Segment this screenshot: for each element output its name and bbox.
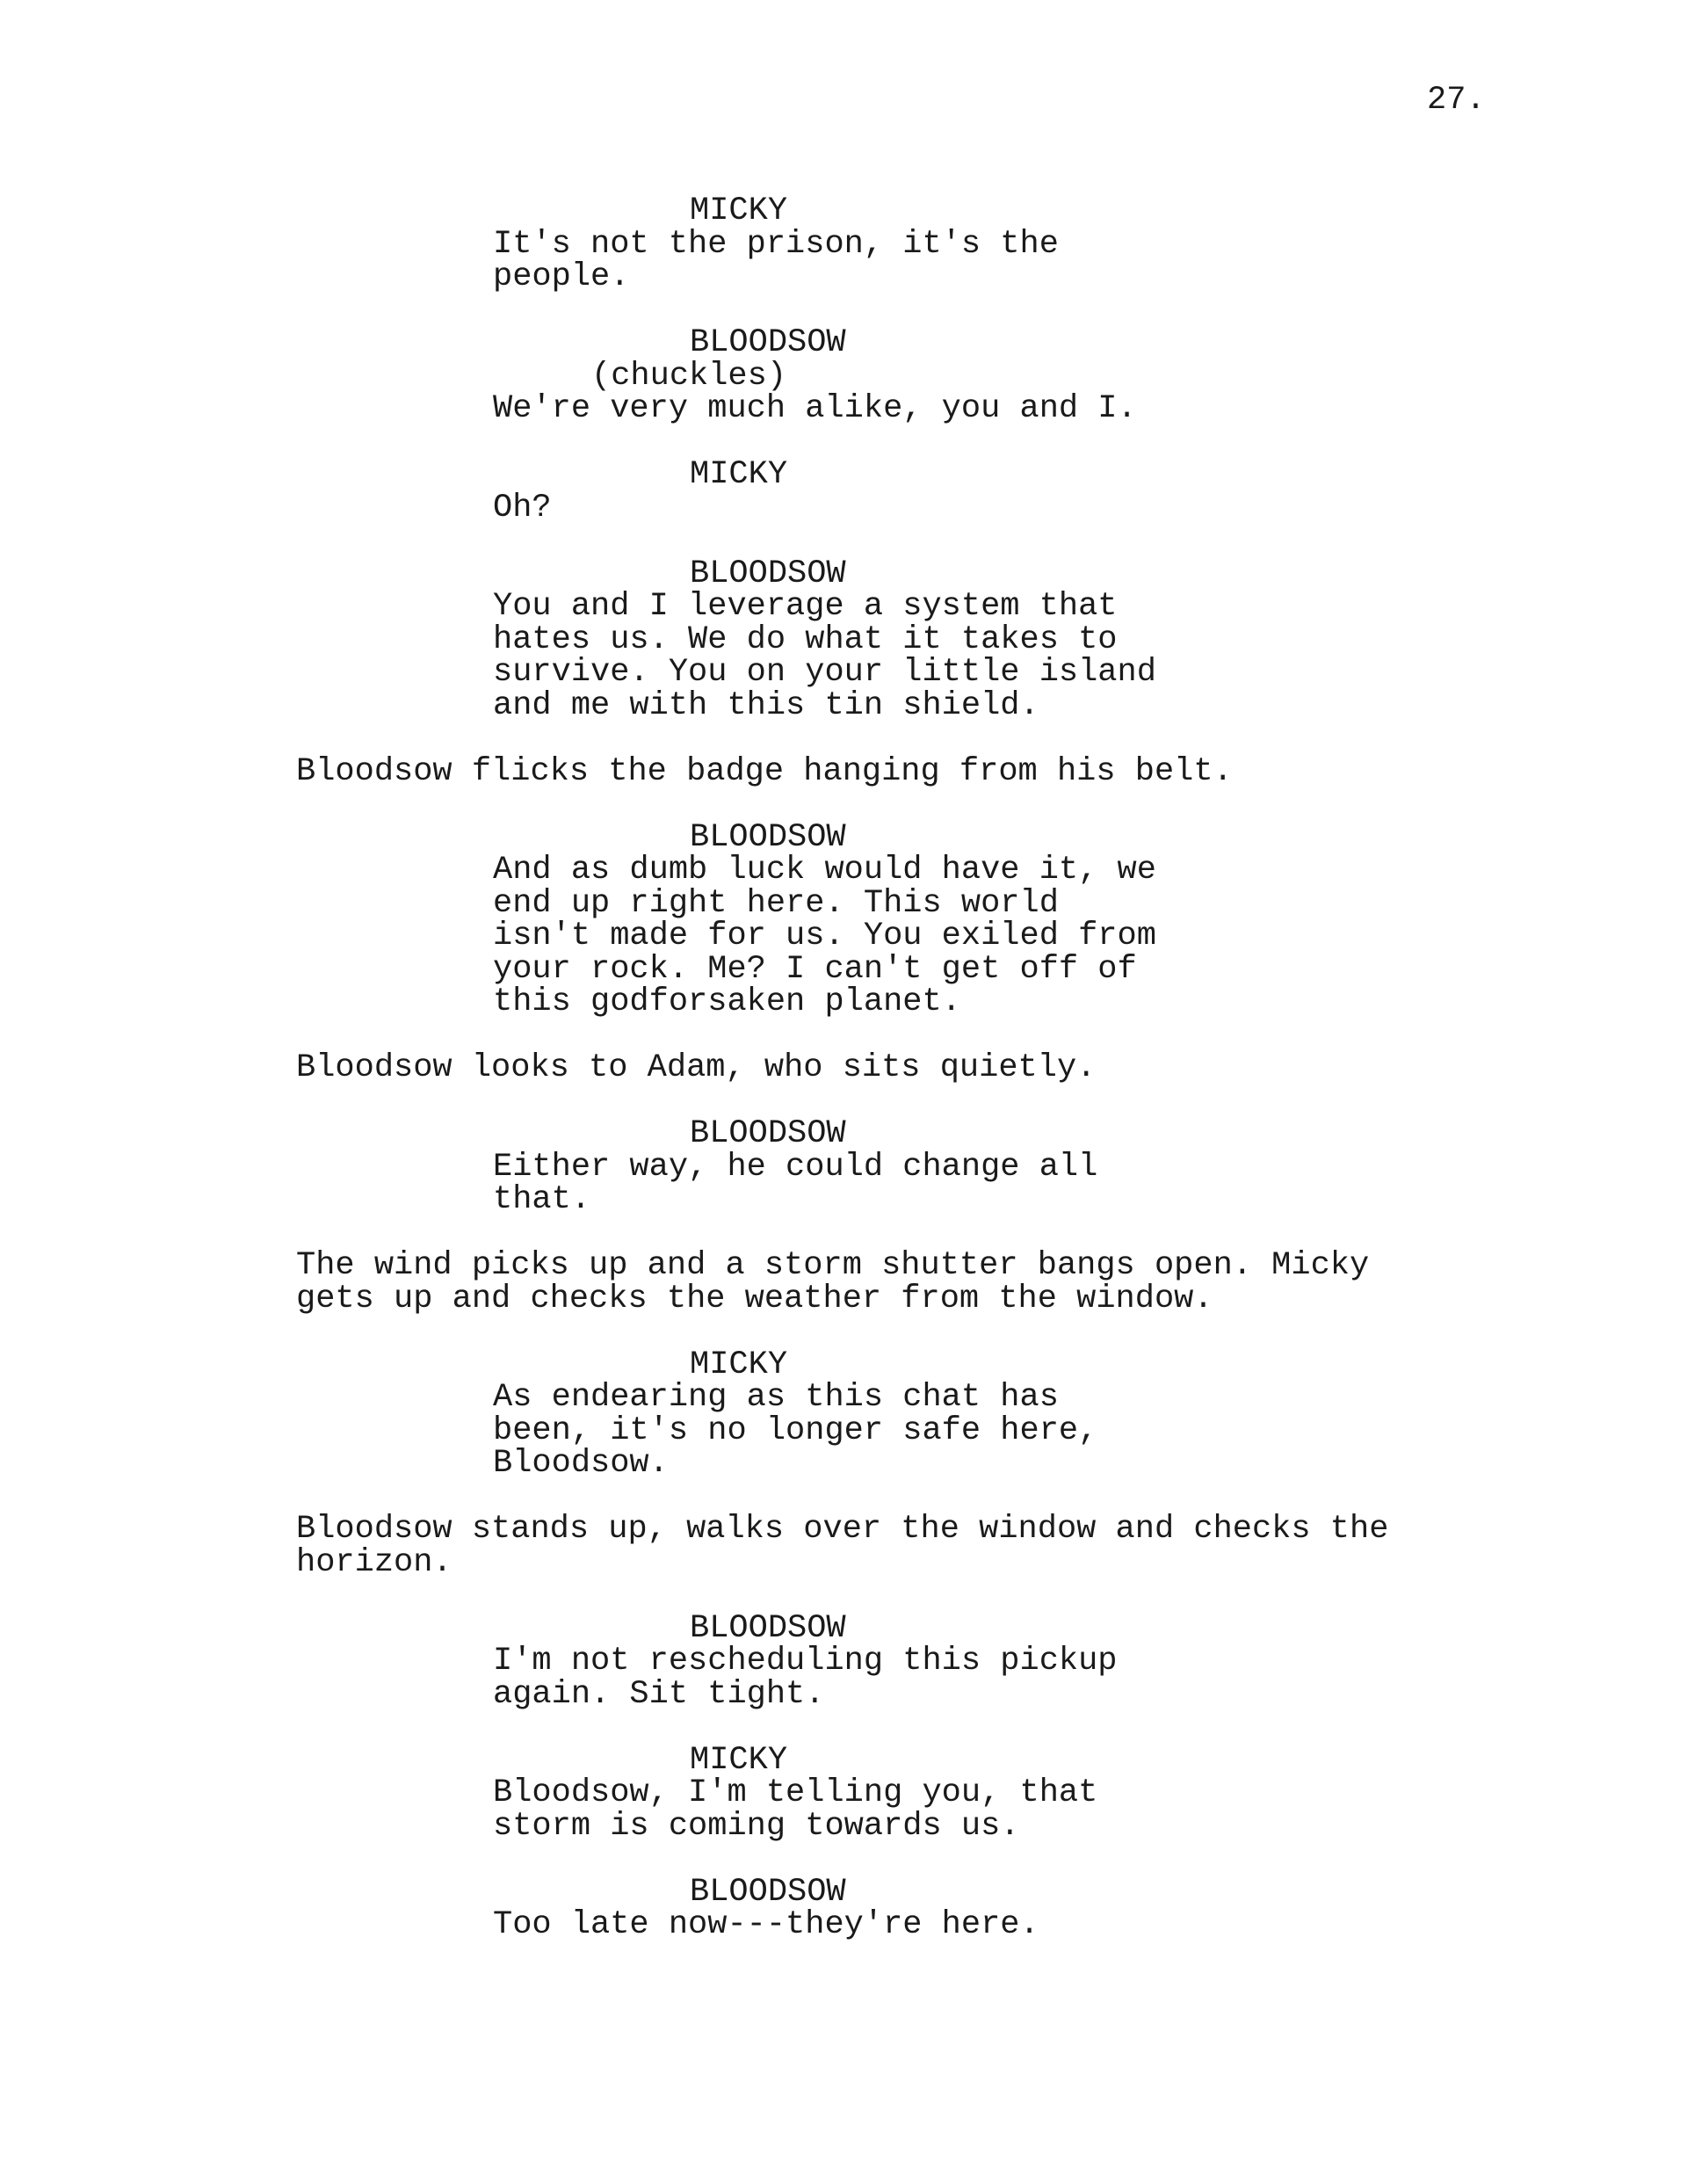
character-name: BLOODSOW: [690, 818, 846, 856]
action-line: gets up and checks the weather from the window.: [296, 1280, 1213, 1317]
dialogue-line: Either way, he could change all: [493, 1148, 1098, 1186]
dialogue-line: As endearing as this chat has: [493, 1379, 1059, 1416]
dialogue-line: And as dumb luck would have it, we: [493, 852, 1156, 889]
dialogue-line: Bloodsow, I'm telling you, that: [493, 1774, 1098, 1811]
dialogue-line: again. Sit tight.: [493, 1675, 825, 1713]
dialogue-line: We're very much alike, you and I.: [493, 390, 1137, 427]
character-name: MICKY: [690, 456, 788, 493]
action-line: Bloodsow flicks the badge hanging from his belt.: [296, 752, 1233, 790]
dialogue-line: survive. You on your little island: [493, 654, 1156, 691]
dialogue-line: people.: [493, 258, 630, 295]
action-line: Bloodsow stands up, walks over the window and checks the: [296, 1511, 1389, 1548]
character-name: MICKY: [690, 1346, 788, 1383]
character-name: BLOODSOW: [690, 1873, 846, 1911]
dialogue-line: It's not the prison, it's the: [493, 225, 1059, 263]
character-name: BLOODSOW: [690, 1115, 846, 1152]
character-name: BLOODSOW: [690, 1609, 846, 1647]
action-line: The wind picks up and a storm shutter bangs open. Micky: [296, 1247, 1370, 1284]
dialogue-line: that.: [493, 1181, 591, 1218]
dialogue-line: You and I leverage a system that: [493, 588, 1118, 625]
dialogue-line: this godforsaken planet.: [493, 983, 961, 1020]
dialogue-line: Oh?: [493, 489, 552, 526]
dialogue-line: I'm not rescheduling this pickup: [493, 1643, 1118, 1680]
character-name: MICKY: [690, 1741, 788, 1779]
page-number: 27.: [1427, 82, 1486, 119]
action-line: horizon.: [296, 1543, 453, 1581]
dialogue-line: your rock. Me? I can't get off of: [493, 950, 1137, 988]
dialogue-line: and me with this tin shield.: [493, 686, 1039, 724]
character-name: MICKY: [690, 192, 788, 229]
action-line: Bloodsow looks to Adam, who sits quietly.: [296, 1049, 1097, 1086]
dialogue-line: Too late now---they're here.: [493, 1906, 1039, 1943]
dialogue-line: Bloodsow.: [493, 1445, 669, 1482]
character-name: BLOODSOW: [690, 555, 846, 592]
dialogue-line: been, it's no longer safe here,: [493, 1411, 1098, 1449]
screenplay-body: [0, 192, 1687, 1943]
parenthetical: (chuckles): [591, 357, 787, 395]
dialogue-line: hates us. We do what it takes to: [493, 620, 1118, 658]
dialogue-line: isn't made for us. You exiled from: [493, 918, 1156, 954]
dialogue-line: end up right here. This world: [493, 884, 1059, 922]
dialogue-line: storm is coming towards us.: [493, 1807, 1020, 1845]
character-name: BLOODSOW: [690, 324, 846, 361]
